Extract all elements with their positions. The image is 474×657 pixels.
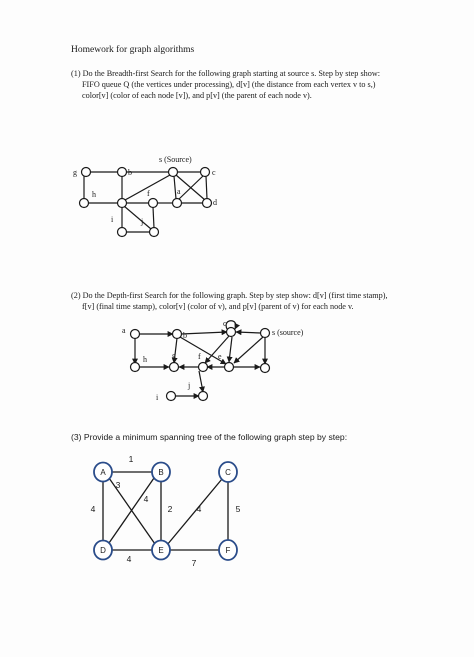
label-e: e [218, 352, 222, 361]
node-label-E: E [158, 546, 164, 555]
document-title: Homework for graph algorithms [71, 45, 195, 55]
weight-A-E: 3 [115, 480, 121, 490]
label-i: i [156, 393, 159, 402]
node-label-F: F [225, 546, 231, 555]
label-j: j [141, 217, 144, 226]
question-1-line-1: (1) Do the Breadth-first Search for the following graph starting at source s. Step by step show: [71, 69, 381, 78]
weight-A-B: 1 [128, 454, 134, 464]
label-b: b [183, 331, 187, 340]
weight-B-E: 2 [167, 504, 173, 514]
label-g: g [73, 168, 77, 177]
label-d: d [213, 198, 217, 207]
label-s-source: s (Source) [159, 155, 192, 164]
node-label-B: B [158, 468, 164, 477]
label-c: c [223, 319, 227, 328]
question-2-line-2: f[v] (final time stamp), color[v] (color of v), and p[v] (parent of v) for each node v. [82, 302, 354, 311]
label-f: f [147, 189, 150, 198]
question-1-line-3: color[v] (color of each node [v]), and p[v] (the parent of each node v). [82, 91, 312, 100]
node-label-A: A [100, 468, 106, 477]
label-h: h [92, 190, 96, 199]
question-1-line-2: FIFO queue Q (the vertices under processing), d[v] (the distance from each vertex v to s,) [82, 80, 376, 89]
label-a: a [177, 187, 181, 196]
weight-D-E: 4 [126, 554, 132, 564]
label-i: i [111, 215, 114, 224]
label-f: f [198, 352, 201, 361]
node-label-D: D [100, 546, 106, 555]
label-s-source: s (source) [272, 328, 304, 337]
label-a: a [122, 326, 126, 335]
weight-A-D: 4 [90, 504, 96, 514]
weight-C-E: 4 [196, 504, 202, 514]
weight-E-F: 7 [191, 558, 197, 568]
node-label-C: C [225, 468, 231, 477]
label-h: h [143, 355, 147, 364]
question-3-text: (3) Provide a minimum spanning tree of the following graph step by step: [71, 432, 348, 442]
weight-C-F: 5 [235, 504, 241, 514]
label-b: b [128, 168, 132, 177]
label-c: c [212, 168, 216, 177]
label-j: j [188, 381, 191, 390]
label-g: g [172, 351, 176, 360]
weight-D-B: 4 [143, 494, 149, 504]
edge-C-E [167, 479, 222, 545]
question-2-line-1: (2) Do the Depth-first Search for the following graph. Step by step show: d[v] (first time stamp), [71, 291, 388, 300]
